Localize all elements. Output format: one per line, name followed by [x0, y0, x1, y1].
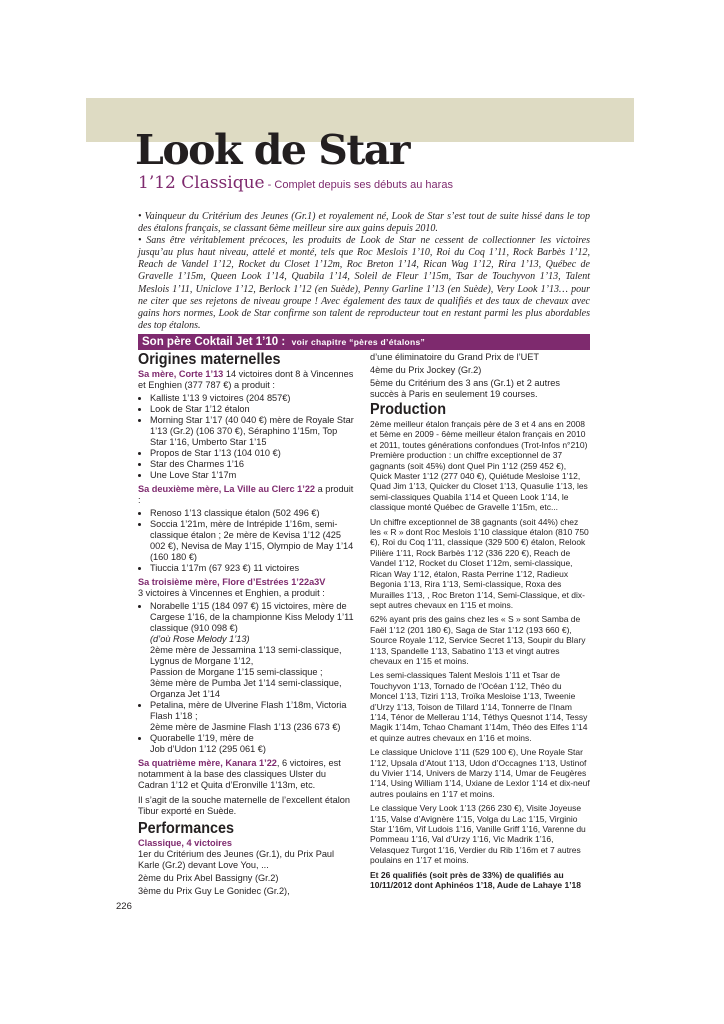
page-title: Look de Star: [135, 126, 409, 174]
list-item: • Star des Charmes 1’16: [150, 459, 356, 470]
mere1-text: 14 victoires dont 8 à Vincennes et Enghien (377 787 €) a produit :: [138, 369, 354, 390]
list-item: [150, 733, 356, 755]
list-item: • Tiuccia 1’17m (67 923 €) 11 victoires: [150, 563, 356, 574]
production-paragraph: Un chiffre exceptionnel de 38 gagnants (soit 44%) chez les « R » dont Roc Meslois 1’10 classique étalon (810 750 €), Roi du Coq 1’11, classique (329 500 €) étalon, Relook Pilière 1’11, Rock Barbès 1’12 (336 220 €), Reach de Vandel 1’12, Rocket du Closet 1’12m, semi-classique, Rican Way 1’12, étalon, Rasta Perrine 1’12, Radieux Begonia 1’13, Rira 1’13, Semi-classique, Roxa des Murailles 1’13, , Roc Breton 1’14, Semi-Classique, et dix-sept autres chevaux en 1’15 et moins.: [370, 516, 589, 610]
production-paragraph: 62% ayant pris des gains chez les « S » sont Samba de Faël 1’12 (201 180 €), Saga de Star 1’12 (193 660 €), Source Royale 1’12, Service Secret 1’13, Soupir du Blary 1’13, Spandelle 1’13, Sabatino 1’13 et vingt autres chevaux en 1’15 et moins.: [370, 614, 586, 666]
perf-line: d’une éliminatoire du Grand Prix de l’UET: [370, 352, 540, 362]
sub-line: 2ème mère de Jessamina 1’13 semi-classique,: [150, 645, 342, 655]
list-item: • Morning Star 1’17 (40 040 €) mère de Royale Star 1’13 (Gr.2) (106 370 €), Séraphino 1’15m, Top Star 1’16, Umberto Star 1’15: [150, 415, 356, 448]
list-item: • Kalliste 1’13 9 victoires (204 857€): [150, 393, 356, 404]
list-item-text: Quorabelle 1’19, mère de: [150, 733, 254, 743]
list-item: • Propos de Star 1’13 (104 010 €): [150, 448, 356, 459]
perf-line: 5ème du Critérium des 3 ans (Gr.1) et 2 autres succès à Paris en seulement 19 courses.: [370, 378, 560, 399]
perf-line: 4ème du Prix Jockey (Gr.2): [370, 365, 482, 375]
sub-line: (d’où Rose Melody 1’13): [150, 634, 250, 644]
list-item: • Soccia 1’21m, mère de Intrépide 1’16m, semi-classique étalon ; 2e mère de Kevisa 1’12 (425 002 €), Nevisa de May 1’15, Olympio de May 1’14 (160 180 €): [150, 519, 356, 563]
production-paragraph: Et 26 qualifiés (soit près de 33%) de qualifiés au 10/11/2012 dont Aphinéos 1’18, Aude de Lahaye 1’18: [370, 869, 582, 891]
mere4: [138, 758, 356, 791]
mere4-text: , 6 victoires, est notamment à la base des classiques Ulster du Cadran 1’12 et Quita d’Eronville 1’13m, etc.: [138, 758, 341, 790]
mere1-list: [138, 393, 356, 481]
mere2-list: [138, 508, 356, 574]
list-item-text: Petalina, mère de Ulverine Flash 1’18m, Victoria Flash 1’18 ;: [150, 700, 347, 721]
perf-line: 1er du Critérium des Jeunes (Gr.1), du Prix Paul Karle (Gr.2) devant Love You, ...: [138, 849, 335, 870]
sub-line: Passion de Morgane 1’15 semi-classique ;: [150, 667, 323, 677]
subtitle-main: 1’12 Classique: [138, 173, 265, 193]
sub-line: Organza Jet 1’14: [150, 689, 220, 699]
performances-sub: Classique, 4 victoires: [138, 838, 232, 848]
sire-bar-main: Son père Coktail Jet 1’10 :: [142, 336, 286, 348]
list-item: [150, 700, 356, 733]
sub-line: Job d’Udon 1’12 (295 061 €): [150, 744, 266, 754]
mere3-label: Sa troisième mère, Flore d’Estrées 1’22a3V: [138, 577, 326, 587]
production-paragraph: 2ème meilleur étalon français père de 3 et 4 ans en 2008 et 5ème en 2009 - 6ème meilleur étalon français en 2010 et 2011, toutes générations confondues (Trot-Infos n°210) Première production : un chiffre exceptionnel de 37 gagnants (soit 45%) dont Quel Pin 1’12 (259 452 €), Quick Master 1’12 (277 040 €), Quiétude Mesloise 1’12, Quad Jim 1’13, Quicker du Closet 1’13, Quasulie 1’13, les semi-classiques Quabila 1’14 et Queen Look 1’14, le classique monté Québec de Gravelle 1’15m, etc...: [370, 419, 588, 513]
sire-bar-note: voir chapitre “pères d’étalons”: [291, 337, 426, 347]
souche: Il s’agit de la souche maternelle de l’excellent étalon Tibur exporté en Suède.: [138, 795, 350, 816]
sub-line: 2ème mère de Jasmine Flash 1’13 (236 673 €): [150, 722, 341, 732]
mere2-label: Sa deuxième mère, La Ville au Clerc 1’22: [138, 484, 316, 494]
list-item: • Une Love Star 1’17m: [150, 470, 356, 481]
right-column: [370, 352, 590, 894]
list-item: [150, 601, 356, 700]
perf-line: 2ème du Prix Abel Bassigny (Gr.2): [138, 873, 279, 883]
intro-text: [138, 211, 590, 332]
mere3-list: [138, 601, 356, 755]
performances-heading: Performances: [138, 820, 235, 837]
mere2: [138, 484, 356, 506]
subtitle-note: - Complet depuis ses débuts au haras: [264, 179, 453, 191]
sub-line: Lygnus de Morgane 1’12,: [150, 656, 254, 666]
perf-line: 3ème du Prix Guy Le Gonidec (Gr.2),: [138, 886, 290, 896]
origines-heading: Origines maternelles: [138, 351, 281, 368]
production-heading: Production: [370, 401, 446, 418]
mere1-label: Sa mère, Corte 1’13: [138, 369, 224, 379]
sire-bar: [138, 334, 590, 350]
list-item: • Renoso 1’13 classique étalon (502 496 €): [150, 508, 356, 519]
intro-paragraph: • Sans être véritablement précoces, les produits de Look de Star ne cessent de collectionner les victoires jusqu’au plus haut niveau, attelé et monté, tels que Roc Meslois 1’10, Roi du Coq 1’11, Rock Barbès 1’12, Reach de Vandel 1’12, Rocket du Closet 1’12m, Roc Breton 1’14, Rican Wag 1’12, Rira 1’13, Québec de Gravelle 1’15m, Queen Look 1’14, Quabila 1’14, Soleil de Fleur 1’15m, Tsar de Touchyvon 1’13, Talent Meslois 1’11, Uniclove 1’12, Berlock 1’12 (en Suède), Penny Garline 1’13 (en Suède), Very Look 1’13… pour ne citer que ses rejetons de niveau groupe ! Avec également des taux de qualifiés et des taux de chevaux avec gains hors normes, Look de Star confirme son talent de reproducteur tout en restant parmi les plus abordables des top étalons.: [138, 235, 590, 331]
subtitle: [138, 175, 453, 192]
page-number: 226: [116, 901, 132, 912]
production-paragraph: Les semi-classiques Talent Meslois 1’11 et Tsar de Touchyvon 1’13, Tornado de l’Océan 1’12, Théo du Moncel 1’13, Tiziri 1’13, Troïka Mesloise 1’13, Tweenie d’Urzy 1’13, Toison de Tillard 1’14, Tonnerre de l’Inam 1’14, Ténor de Mellerau 1’14, Téthys Quesnot 1’14, Tessy Magik 1’14m, Tchao Chamant 1’14m, Théo des Elfes 1’14 et quinze autres chevaux en 1’16 et moins.: [370, 670, 588, 743]
left-column: [138, 352, 356, 899]
mere3: [138, 577, 356, 599]
list-item-text: Norabelle 1’15 (184 097 €) 15 victoires, mère de Cargese 1’16, de la championne Kiss Melody 1’11 classique (910 098 €): [150, 601, 354, 633]
production-paragraph: Le classique Uniclove 1’11 (529 100 €), Une Royale Star 1’12, Upsala d’Atout 1’13, Udon d’Occagnes 1’13, Ustinof du Vivier 1’14, Univers de Marzy 1’14, Umar de Feugères 1’14, Using William 1’14, Uxiane de Lexlor 1’14 et dix-neuf autres poulains en 1’17 et moins.: [370, 747, 590, 799]
intro-paragraph: • Vainqueur du Critérium des Jeunes (Gr.1) et royalement né, Look de Star s’est tout de suite hissé dans le top des étalons français, se classant 6ème meilleur sire aux gains depuis 2010.: [138, 211, 590, 235]
mere4-label: Sa quatrième mère, Kanara 1’22: [138, 758, 277, 768]
mere2-text: a produit :: [138, 484, 354, 505]
sub-line: 3ème mère de Pumba Jet 1’14 semi-classique,: [150, 678, 342, 688]
mere1: [138, 369, 356, 391]
mere3-text: 3 victoires à Vincennes et Enghien, a produit :: [138, 588, 325, 598]
list-item: • Look de Star 1’12 étalon: [150, 404, 356, 415]
production-paragraph: Le classique Very Look 1’13 (266 230 €), Visite Joyeuse 1’15, Valse d’Avignère 1’15, Volga du Lac 1’15, Virginio Star 1’16m, Vif Ludois 1’16, Vanille Griff 1’16, Varenne du Pommeau 1’16, Val d’Urzy 1’16, Vic Madrik 1’16, Velasquez Turgot 1’16, Verdier du Rib 1’16m et 7 autres poulains en 1’17 et moins.: [370, 803, 586, 866]
